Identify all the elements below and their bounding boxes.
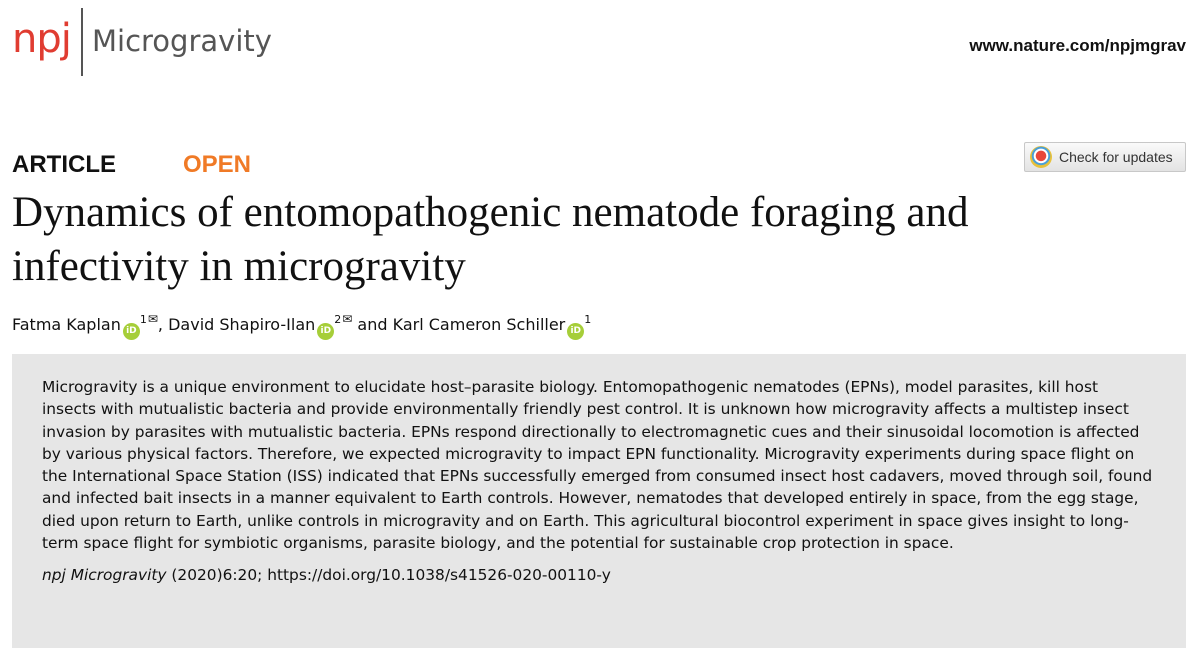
author-separator: and (352, 315, 393, 334)
author-name[interactable]: David Shapiro-Ilan (168, 315, 316, 334)
abstract-box (12, 354, 1186, 648)
author-name[interactable]: Karl Cameron Schiller (392, 315, 566, 334)
page-header (0, 0, 1200, 80)
author-name[interactable]: Fatma Kaplan (12, 315, 121, 334)
orcid-icon[interactable]: iD (123, 323, 140, 340)
author-separator: , (157, 315, 169, 334)
abstract-text: Microgravity is a unique environment to elucidate host–parasite biology. Entomopathogenic nematodes (EPNs), model parasites, kill host insects with mutualistic bacteria and provide environmentally friendly pest control. It is unknown how microgravity affects a multistep insect invasion by parasites with mutualistic bacteria. EPNs respond directionally to electromagnetic cues and their sinusoidal locomotion is affected by various physical factors. Therefore, we expected microgravity to impact EPN functionality. Microgravity experiments during space flight on the International Space Station (ISS) indicated that EPNs successfully emerged from consumed insect host cadavers, moved through soil, found and infected bait insects in a manner equivalent to Earth controls. However, nematodes that developed entirely in space, from the egg stage, died upon return to Earth, unlike controls in microgravity and on Earth. This agricultural biocontrol experiment in space gives insight to long-term space flight for symbiotic organisms, parasite biology, and the potential for sustainable crop protection in space. (42, 378, 1153, 553)
author-list (12, 307, 591, 340)
article-title: Dynamics of entomopathogenic nematode foraging and infectivity in microgravity (12, 189, 969, 290)
affiliation-number[interactable]: 1 (139, 313, 147, 326)
doi-link[interactable]: https://doi.org/10.1038/s41526-020-00110-y (267, 566, 611, 585)
crossmark-icon (1030, 146, 1052, 168)
check-for-updates-label: Check for updates (1059, 149, 1173, 165)
citation-line (42, 564, 1156, 586)
email-icon[interactable]: ✉ (342, 312, 353, 326)
npj-logo[interactable]: npj (12, 16, 71, 62)
citation-volume: (2020)6:20 (166, 566, 258, 585)
citation-journal: npj Microgravity (42, 566, 167, 585)
journal-name[interactable]: Microgravity (92, 24, 272, 58)
site-url-link[interactable]: www.nature.com/npjmgrav (969, 36, 1186, 55)
citation-separator: ; (257, 566, 268, 585)
check-for-updates-button[interactable] (1024, 142, 1186, 172)
affiliation-number[interactable]: 1 (584, 313, 592, 326)
logo-divider (81, 8, 83, 76)
article-type-label: ARTICLE (12, 151, 116, 178)
open-access-label: OPEN (183, 151, 252, 178)
orcid-icon[interactable]: iD (567, 323, 584, 340)
email-icon[interactable]: ✉ (147, 312, 158, 326)
orcid-icon[interactable]: iD (317, 323, 334, 340)
affiliation-number[interactable]: 2 (334, 313, 342, 326)
